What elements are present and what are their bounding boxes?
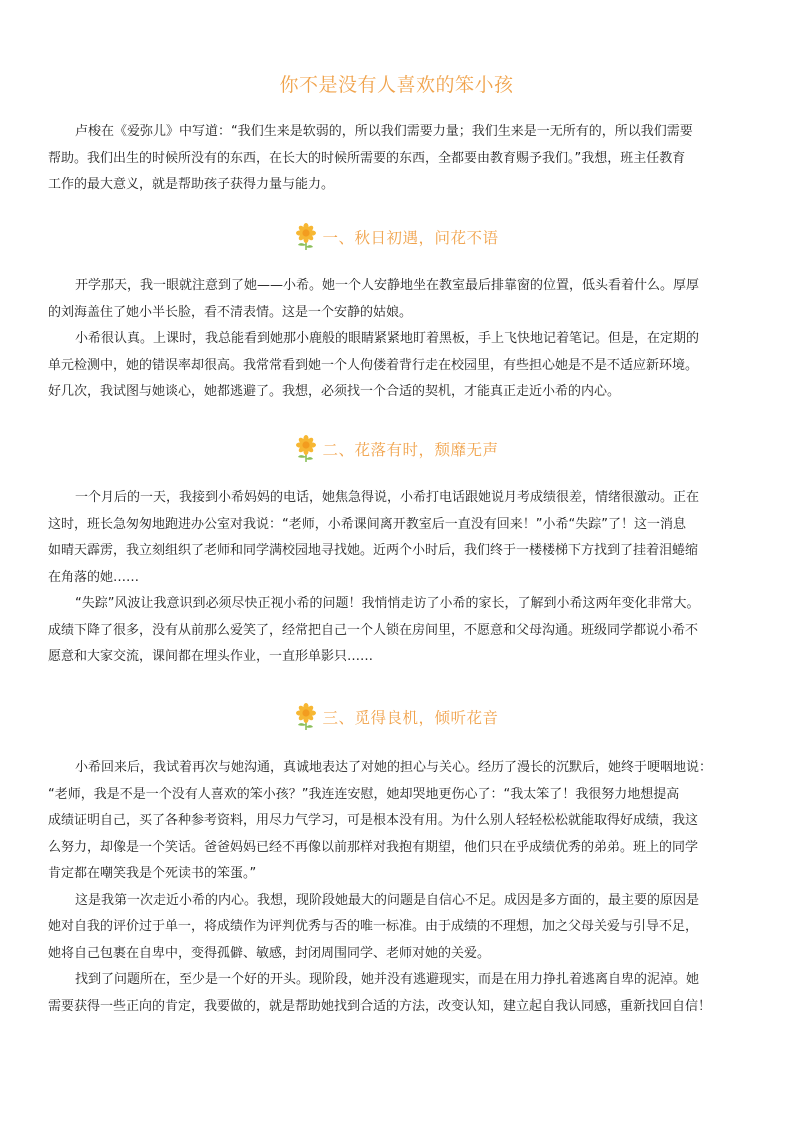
text-line: 的刘海盖住了她小半长脸，看不清表情。这是一个安静的姑娘。 bbox=[48, 304, 413, 320]
text-line: 成绩证明自己，买了各种参考资料，用尽力气学习，可是根本没有用。为什么别人轻轻松松就能取得好成绩，我这 bbox=[48, 813, 699, 828]
text-line: 么努力，却像是一个笑话。爸爸妈妈已经不再像以前那样对我抱有期望，他们只在乎成绩优秀的弟弟。班上的同学 bbox=[48, 839, 699, 855]
text-line: 开学那天，我一眼就注意到了她——小希。她一个人安静地坐在教室最后排靠窗的位置，低头看着什么。厚厚 bbox=[75, 278, 700, 293]
text-line: 这时，班长急匆匆地跑进办公室对我说：“老师，小希课间离开教室后一直没有回来！”小希“失踪”了！这一消息 bbox=[48, 516, 686, 532]
section-heading-text: 二、花落有时，颓靡无声 bbox=[322, 441, 499, 459]
text-line: 小希回来后，我试着再次与她沟通，真诚地表达了对她的担心与关心。经历了漫长的沉默后，她终于哽咽地说： bbox=[75, 760, 713, 775]
section-heading-3 bbox=[0, 702, 793, 732]
section-heading-1 bbox=[0, 222, 793, 252]
text-line: 帮助。我们出生的时候所没有的东西，在长大的时候所需要的东西，全都要由教育赐予我们。”我想，班主任教育 bbox=[48, 150, 686, 166]
text-line: 需要获得一些正向的肯定，我要做的，就是帮助她找到合适的方法，改变认知，建立起自我认同感，重新找回自信！ bbox=[48, 998, 712, 1014]
text-line: “失踪”风波让我意识到必须尽快正视小希的问题！我悄悄走访了小希的家长，了解到小希这两年变化非常大。 bbox=[75, 596, 700, 611]
sunflower-icon bbox=[294, 435, 318, 463]
text-line: 成绩下降了很多，没有从前那么爱笑了，经常把自己一个人锁在房间里，不愿意和父母沟通。班级同学都说小希不 bbox=[48, 622, 699, 638]
text-line: 工作的最大意义，就是帮助孩子获得力量与能力。 bbox=[48, 177, 335, 192]
section-heading-2 bbox=[0, 434, 793, 464]
text-line: 卢梭在《爱弥儿》中写道：“我们生来是软弱的，所以我们需要力量；我们生来是一无所有的，所以我们需要 bbox=[75, 124, 693, 139]
text-line: 一个月后的一天，我接到小希妈妈的电话，她焦急得说，小希打电话跟她说月考成绩很差，情绪很激动。正在 bbox=[75, 490, 700, 505]
sunflower-icon bbox=[294, 703, 318, 731]
text-line: 在角落的她…… bbox=[48, 569, 140, 585]
text-line: 她将自己包裹在自卑中，变得孤僻、敏感，封闭周围同学、老师对她的关爱。 bbox=[48, 945, 491, 961]
text-line: 单元检测中，她的错误率却很高。我常常看到她一个人佝偻着背行走在校园里，有些担心她是不是不适应新环境。 bbox=[48, 357, 699, 373]
text-line: 好几次，我试图与她谈心，她都逃避了。我想，必须找一个合适的契机，才能真正走近小希的内心。 bbox=[48, 384, 621, 399]
section-heading-text: 三、觅得良机，倾听花音 bbox=[322, 709, 499, 727]
text-line: “老师，我是不是一个没有人喜欢的笨小孩？”我连连安慰，她却哭地更伤心了：“我太笨了！我很努力地想提高 bbox=[48, 786, 680, 802]
text-line: 找到了问题所在，至少是一个好的开头。现阶段，她并没有逃避现实，而是在用力挣扎着逃离自卑的泥淖。她 bbox=[75, 972, 700, 987]
section-1-body bbox=[48, 273, 748, 406]
text-line: 这是我第一次走近小希的内心。我想，现阶段她最大的问题是自信心不足。成因是多方面的，最主要的原因是 bbox=[75, 892, 700, 908]
text-line: 小希很认真。上课时，我总能看到她那小鹿般的眼睛紧紧地盯着黑板，手上飞快地记着笔记。但是，在定期的 bbox=[75, 331, 700, 346]
section-3-body bbox=[48, 755, 748, 1020]
sunflower-icon bbox=[294, 223, 318, 251]
intro-paragraph bbox=[48, 119, 748, 199]
section-2-body bbox=[48, 485, 748, 671]
page-title: 你不是没有人喜欢的笨小孩 bbox=[279, 74, 514, 96]
section-heading-text: 一、秋日初遇，问花不语 bbox=[322, 229, 499, 247]
text-line: 如晴天霹雳，我立刻组织了老师和同学满校园地寻找她。近两个小时后，我们终于一楼楼梯下方找到了挂着泪蜷缩 bbox=[48, 543, 699, 558]
text-line: 愿意和大家交流，课间都在埋头作业，一直形单影只…… bbox=[48, 649, 374, 664]
text-line: 她对自我的评价过于单一，将成绩作为评判优秀与否的唯一标准。由于成绩的不理想，加之父母关爱与引导不足， bbox=[48, 919, 699, 934]
text-line: 肯定都在嘲笑我是个死读书的笨蛋。” bbox=[48, 866, 257, 881]
